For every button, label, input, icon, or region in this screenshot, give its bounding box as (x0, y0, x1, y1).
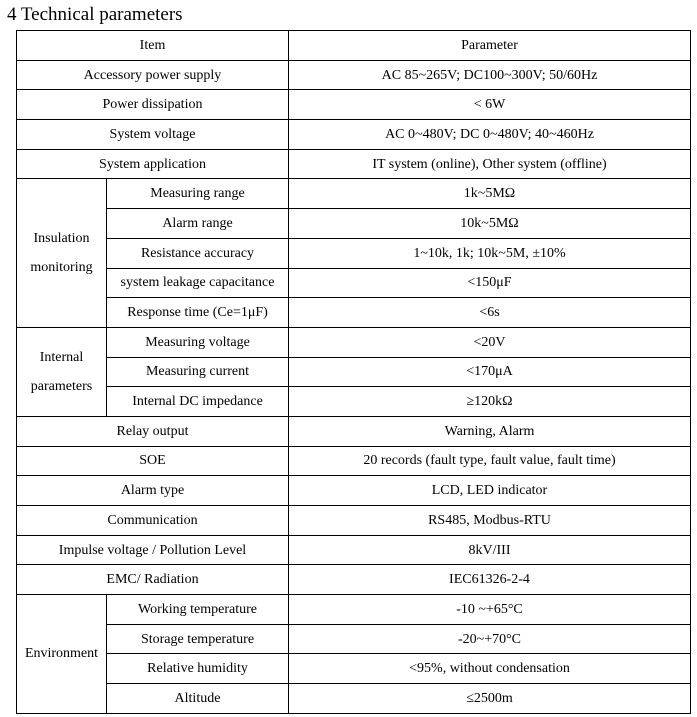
row-value: 10k~5MΩ (289, 209, 691, 239)
row-item: Impulse voltage / Pollution Level (17, 535, 289, 565)
table-row (17, 684, 691, 714)
row-value: ≥120kΩ (289, 387, 691, 417)
row-value: 1k~5MΩ (289, 179, 691, 209)
row-item: Accessory power supply (17, 60, 289, 90)
section-title: 4 Technical parameters (7, 4, 183, 25)
table-row (17, 120, 691, 150)
table-row (17, 60, 691, 90)
table-row (17, 595, 691, 625)
table-row (17, 327, 691, 357)
group-insulation-monitoring: Insulation monitoring (17, 179, 107, 327)
table-row (17, 476, 691, 506)
row-value: 1~10k, 1k; 10k~5M, ±10% (289, 238, 691, 268)
row-item: Alarm type (17, 476, 289, 506)
table-row (17, 416, 691, 446)
row-item: Relay output (17, 416, 289, 446)
row-value: < 6W (289, 90, 691, 120)
table-row (17, 268, 691, 298)
row-item: Internal DC impedance (107, 387, 289, 417)
row-item: Measuring voltage (107, 327, 289, 357)
table-row (17, 209, 691, 239)
row-value: -10 ~+65°C (289, 595, 691, 625)
table-row (17, 90, 691, 120)
row-value: <20V (289, 327, 691, 357)
row-item: Altitude (107, 684, 289, 714)
row-value: -20~+70°C (289, 624, 691, 654)
row-value: <170μA (289, 357, 691, 387)
technical-parameters-table (16, 30, 691, 714)
table-row (17, 238, 691, 268)
group-environment: Environment (17, 595, 107, 714)
row-value: AC 0~480V; DC 0~480V; 40~460Hz (289, 120, 691, 150)
row-item: Alarm range (107, 209, 289, 239)
row-item: System application (17, 149, 289, 179)
row-value: LCD, LED indicator (289, 476, 691, 506)
row-item: EMC/ Radiation (17, 565, 289, 595)
row-value: 8kV/III (289, 535, 691, 565)
table-row (17, 179, 691, 209)
row-item: system leakage capacitance (107, 268, 289, 298)
table-row (17, 149, 691, 179)
row-item: System voltage (17, 120, 289, 150)
table-row (17, 565, 691, 595)
row-item: Relative humidity (107, 654, 289, 684)
table-row (17, 298, 691, 328)
table-row (17, 446, 691, 476)
table-row (17, 535, 691, 565)
row-value: ≤2500m (289, 684, 691, 714)
row-item: Working temperature (107, 595, 289, 625)
header-item: Item (17, 31, 289, 61)
table-row (17, 506, 691, 536)
header-parameter: Parameter (289, 31, 691, 61)
row-value: Warning, Alarm (289, 416, 691, 446)
row-value: <6s (289, 298, 691, 328)
table-row (17, 624, 691, 654)
row-item: SOE (17, 446, 289, 476)
row-value: AC 85~265V; DC100~300V; 50/60Hz (289, 60, 691, 90)
row-item: Response time (Ce=1μF) (107, 298, 289, 328)
table-row (17, 654, 691, 684)
row-value: <150μF (289, 268, 691, 298)
row-item: Measuring current (107, 357, 289, 387)
row-value: RS485, Modbus-RTU (289, 506, 691, 536)
group-internal-parameters: Internal parameters (17, 327, 107, 416)
row-item: Communication (17, 506, 289, 536)
table-row (17, 357, 691, 387)
row-value: IEC61326-2-4 (289, 565, 691, 595)
table-header-row (17, 31, 691, 61)
row-item: Power dissipation (17, 90, 289, 120)
table-row (17, 387, 691, 417)
row-value: 20 records (fault type, fault value, fault time) (289, 446, 691, 476)
row-item: Storage temperature (107, 624, 289, 654)
row-item: Resistance accuracy (107, 238, 289, 268)
row-value: <95%, without condensation (289, 654, 691, 684)
row-item: Measuring range (107, 179, 289, 209)
row-value: IT system (online), Other system (offline) (289, 149, 691, 179)
